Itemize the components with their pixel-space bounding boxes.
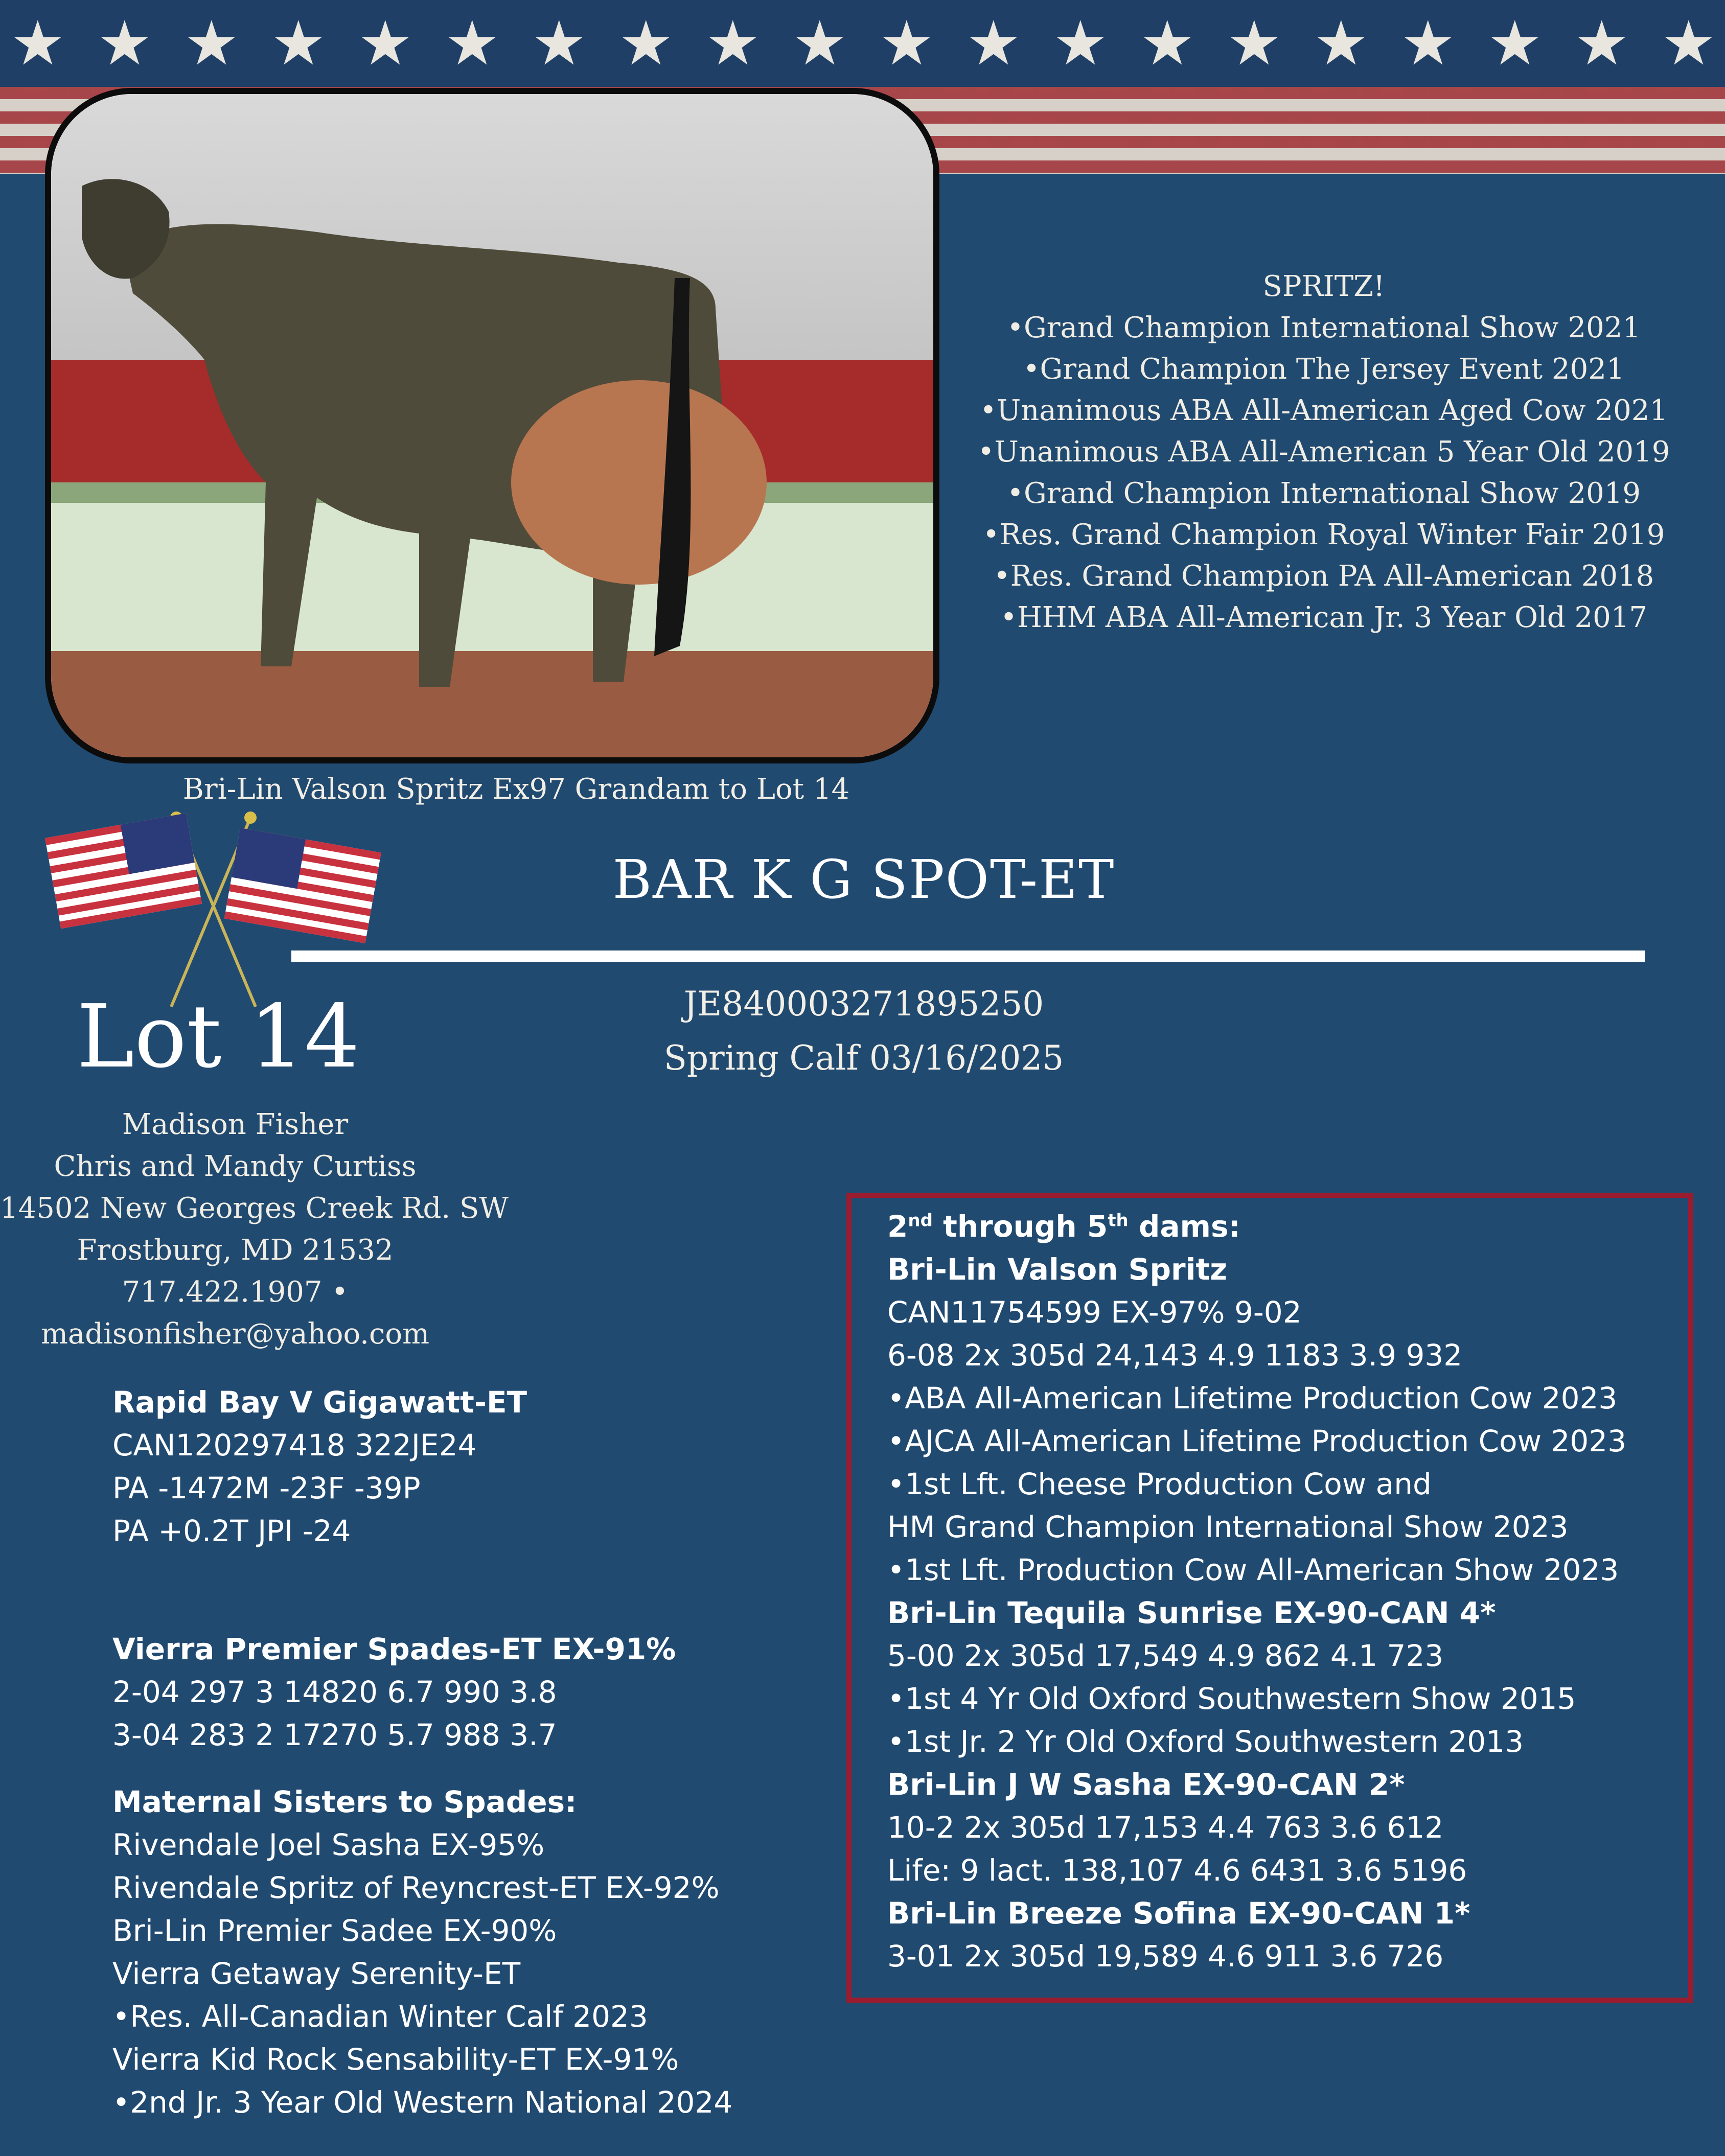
spritz-item: •Grand Champion International Show 2019	[1006, 477, 1641, 510]
contact-email: madisonfisher@yahoo.com	[40, 1317, 430, 1351]
dams-pedigree	[887, 1205, 1685, 1978]
lot-number: Lot 14	[77, 986, 360, 1087]
star-icon: ★	[966, 8, 1021, 79]
star-icon: ★	[1314, 8, 1369, 79]
dam-entry-line: CAN11754599 EX-97% 9-02	[887, 1295, 1302, 1330]
star-icon: ★	[1574, 8, 1629, 79]
dams-heading: 2nd through 5th dams:	[887, 1209, 1240, 1244]
registration-number: JE840003271895250	[683, 984, 1044, 1024]
dam-entry-line: •1st Lft. Cheese Production Cow and	[887, 1467, 1432, 1501]
dam-entry-line: HM Grand Champion International Show 2023	[887, 1510, 1569, 1544]
dam-entry-line: 5-00 2x 305d 17,549 4.9 862 4.1 723	[887, 1638, 1444, 1673]
star-icon: ★	[1227, 8, 1282, 79]
spritz-item: •Unanimous ABA All-American Aged Cow 2021	[980, 394, 1668, 427]
dam-entry-name: Bri-Lin Tequila Sunrise EX-90-CAN 4*	[887, 1595, 1496, 1630]
sister-line: Vierra Getaway Serenity-ET	[112, 1956, 521, 1991]
sire-line: PA +0.2T JPI -24	[112, 1514, 351, 1548]
spritz-item: •Res. Grand Champion Royal Winter Fair 2019	[982, 518, 1665, 551]
sisters-heading: Maternal Sisters to Spades:	[112, 1784, 577, 1819]
star-icon: ★	[10, 8, 65, 79]
star-icon: ★	[532, 8, 587, 79]
sister-line: •2nd Jr. 3 Year Old Western National 2024	[112, 2085, 733, 2120]
dam-entry-name: Bri-Lin J W Sasha EX-90-CAN 2*	[887, 1767, 1405, 1802]
title-divider	[291, 951, 1645, 962]
cow-photo	[45, 88, 939, 763]
dam-entry-line: •1st Jr. 2 Yr Old Oxford Southwestern 2013	[887, 1724, 1524, 1759]
dam-entry-line: 6-08 2x 305d 24,143 4.9 1183 3.9 932	[887, 1338, 1463, 1373]
star-icon: ★	[445, 8, 500, 79]
sister-line: Bri-Lin Premier Sadee EX-90%	[112, 1913, 557, 1948]
sister-line: •Res. All-Canadian Winter Calf 2023	[112, 1999, 648, 2034]
maternal-sisters-block	[112, 1780, 828, 2124]
spritz-item: •Res. Grand Champion PA All-American 2018	[993, 560, 1654, 593]
crossed-flags-icon	[41, 807, 388, 1012]
dam-entry-line: 3-01 2x 305d 19,589 4.6 911 3.6 726	[887, 1939, 1444, 1974]
contact-line: Frostburg, MD 21532	[77, 1234, 394, 1267]
sire-line: PA -1472M -23F -39P	[112, 1471, 421, 1505]
star-icon: ★	[705, 8, 761, 79]
sister-line: Rivendale Spritz of Reyncrest-ET EX-92%	[112, 1870, 720, 1905]
dam-line: 2-04 297 3 14820 6.7 990 3.8	[112, 1675, 557, 1709]
dam-entry-name: Bri-Lin Breeze Sofina EX-90-CAN 1*	[887, 1896, 1470, 1931]
spritz-item: •Grand Champion The Jersey Event 2021	[1023, 353, 1625, 386]
dam-entry-line: •ABA All-American Lifetime Production Cow 2023	[887, 1381, 1618, 1416]
animal-name: BAR K G SPOT-ET	[612, 848, 1115, 911]
spritz-achievements	[961, 266, 1687, 638]
sister-line: Vierra Kid Rock Sensability-ET EX-91%	[112, 2042, 679, 2077]
spritz-item: •HHM ABA All-American Jr. 3 Year Old 2017	[1000, 601, 1648, 634]
star-icon: ★	[1661, 8, 1716, 79]
dam-entry-line: Life: 9 lact. 138,107 4.6 6431 3.6 5196	[887, 1853, 1467, 1888]
contact-line: Chris and Mandy Curtiss	[54, 1150, 417, 1183]
star-icon: ★	[184, 8, 239, 79]
stars-band	[0, 0, 1725, 87]
sire-block	[112, 1381, 777, 1552]
dam-entry-name: Bri-Lin Valson Spritz	[887, 1252, 1227, 1287]
dam-block	[112, 1628, 777, 1756]
sire-line: CAN120297418 322JE24	[112, 1428, 477, 1463]
photo-caption: Bri-Lin Valson Spritz Ex97 Grandam to Lot 14	[182, 773, 850, 806]
animal-registration	[588, 977, 1140, 1085]
dam-entry-line: •AJCA All-American Lifetime Production Cow 2023	[887, 1424, 1627, 1458]
contact-line: 14502 New Georges Creek Rd. SW	[0, 1192, 509, 1225]
star-icon: ★	[792, 8, 847, 79]
star-icon: ★	[1053, 8, 1108, 79]
dam-entry-line: •1st Lft. Production Cow All-American Show 2023	[887, 1552, 1619, 1587]
spritz-item: •Unanimous ABA All-American 5 Year Old 2019	[977, 435, 1670, 469]
sire-name: Rapid Bay V Gigawatt-ET	[112, 1385, 527, 1420]
sister-line: Rivendale Joel Sasha EX-95%	[112, 1827, 545, 1862]
star-icon: ★	[879, 8, 934, 79]
star-icon: ★	[271, 8, 326, 79]
star-icon: ★	[1400, 8, 1456, 79]
dam-entry-line: •1st 4 Yr Old Oxford Southwestern Show 2015	[887, 1681, 1576, 1716]
star-icon: ★	[358, 8, 413, 79]
contact-line: Madison Fisher	[122, 1108, 349, 1141]
class-birth-date: Spring Calf 03/16/2025	[663, 1038, 1064, 1078]
spritz-item: •Grand Champion International Show 2021	[1006, 311, 1641, 344]
contact-phone: 717.422.1907 •	[122, 1276, 349, 1309]
spritz-heading: SPRITZ!	[1262, 270, 1385, 303]
star-icon: ★	[97, 8, 152, 79]
consignor-contact	[0, 1104, 509, 1355]
dam-entry-line: 10-2 2x 305d 17,153 4.4 763 3.6 612	[887, 1810, 1444, 1845]
dam-name: Vierra Premier Spades-ET EX-91%	[112, 1632, 676, 1666]
dam-line: 3-04 283 2 17270 5.7 988 3.7	[112, 1718, 557, 1752]
star-icon: ★	[1487, 8, 1543, 79]
cow-image	[51, 94, 933, 757]
star-icon: ★	[1140, 8, 1195, 79]
star-icon: ★	[618, 8, 674, 79]
